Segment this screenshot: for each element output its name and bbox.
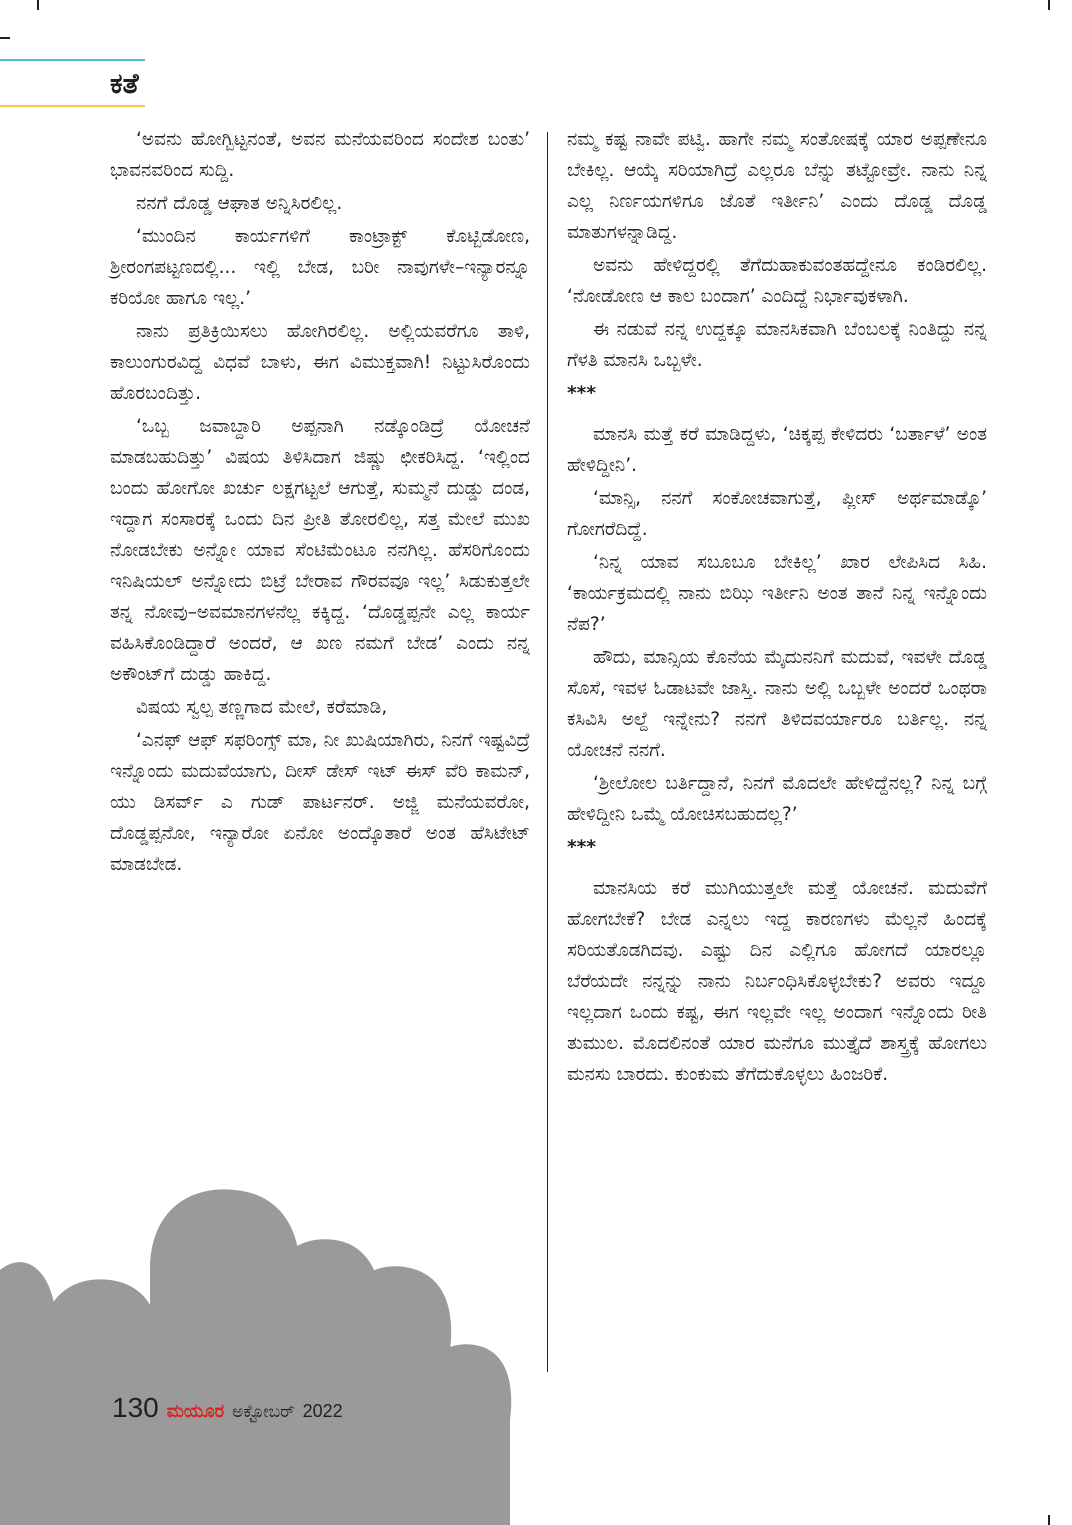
crop-mark [37, 0, 39, 10]
crop-mark [0, 37, 10, 39]
paragraph: ಮಾನಸಿ ಮತ್ತೆ ಕರೆ ಮಾಡಿದ್ದಳು, ‘ಚಿಕ್ಕಪ್ಪ ಕೇಳಿದರು ‘ಬರ್ತಾಳೆ’ ಅಂತ ಹೇಳಿದ್ದೀನಿ’. [567, 424, 987, 476]
magazine-logo: ಮಯೂರ [166, 1401, 225, 1422]
page-number: 130 [112, 1392, 159, 1423]
section-rule-bottom [0, 105, 145, 107]
paragraph: ‘ನಿನ್ನ ಯಾವ ಸಬೂಬೂ ಬೇಕಿಲ್ಲ’ ಖಾರ ಲೇಪಿಸಿದ ಸಿಹಿ. ‘ಕಾರ್ಯಕ್ರಮದಲ್ಲಿ ನಾನು ಬಿಝಿ ಇರ್ತೀನಿ ಅಂತ ತಾನೆ ನಿನ್ನ ಇನ್ನೊಂದು ನೆಪ?’ [567, 552, 987, 635]
crop-mark [1048, 1515, 1050, 1525]
column-divider [547, 132, 548, 1372]
section-rule-top [0, 59, 145, 61]
section-label: ಕತೆ [110, 67, 139, 100]
article-column-right [567, 124, 987, 1092]
silhouette-illustration [0, 1180, 560, 1525]
paragraph: ನಾನು ಪ್ರತಿಕ್ರಿಯಿಸಲು ಹೋಗಿರಲಿಲ್ಲ. ಅಲ್ಲಿಯವರೆಗೂ ತಾಳಿ, ಕಾಲುಂಗುರವಿದ್ದ ವಿಧವೆ ಬಾಳು, ಈಗ ವಿಮುಕ್ತವಾಗಿ! ನಿಟ್ಟುಸಿರೊಂದು ಹೊರಬಂದಿತ್ತು. [110, 321, 530, 404]
paragraph: ‘ಮಾನ್ಸಿ, ನನಗೆ ಸಂಕೋಚವಾಗುತ್ತೆ, ಪ್ಲೀಸ್ ಅರ್ಥಮಾಡ್ಕೊ’ ಗೋಗರೆದಿದ್ದೆ. [567, 488, 987, 540]
page-footer [112, 1392, 343, 1424]
paragraph: ಹೌದು, ಮಾನ್ಸಿಯ ಕೊನೆಯ ಮೈದುನನಿಗೆ ಮದುವೆ, ಇವಳೇ ದೊಡ್ಡ ಸೊಸೆ, ಇವಳ ಓಡಾಟವೇ ಜಾಸ್ತಿ. ನಾನು ಅಲ್ಲಿ ಒಬ್ಬಳೇ ಅಂದರೆ ಒಂಥರಾ ಕಸಿವಿಸಿ ಅಲ್ದೆ ಇನ್ನೇನು? ನನಗೆ ತಿಳಿದವರ್ಯಾರೂ ಬರ್ತಿಲ್ಲ. ನನ್ನ ಯೋಚನೆ ನನಗೆ. [567, 647, 987, 761]
paragraph: ಮಾನಸಿಯ ಕರೆ ಮುಗಿಯುತ್ತಲೇ ಮತ್ತೆ ಯೋಚನೆ. ಮದುವೆಗೆ ಹೋಗಬೇಕೆ? ಬೇಡ ಎನ್ನಲು ಇದ್ದ ಕಾರಣಗಳು ಮೆಲ್ಲನೆ ಹಿಂದಕ್ಕೆ ಸರಿಯತೊಡಗಿದವು. ಎಷ್ಟು ದಿನ ಎಲ್ಲಿಗೂ ಹೋಗದೆ ಯಾರಲ್ಲೂ ಬೆರೆಯದೇ ನನ್ನನ್ನು ನಾನು ನಿರ್ಬಂಧಿಸಿಕೊಳ್ಳಬೇಕು? ಅವರು ಇದ್ದೂ ಇಲ್ಲದಾಗ ಒಂದು ಕಷ್ಟ, ಈಗ ಇಲ್ಲವೇ ಇಲ್ಲ ಅಂದಾಗ ಇನ್ನೊಂದು ರೀತಿ ತುಮುಲ. ಮೊದಲಿನಂತೆ ಯಾರ ಮನೆಗೂ ಮುತ್ತೈದೆ ಶಾಸ್ತ್ರಕ್ಕೆ ಹೋಗಲು ಮನಸು ಬಾರದು. ಕುಂಕುಮ ತೆಗೆದುಕೊಳ್ಳಲು ಹಿಂಜರಿಕೆ. [567, 878, 987, 1085]
paragraph: ನಮ್ಮ ಕಷ್ಟ ನಾವೇ ಪಟ್ವಿ. ಹಾಗೇ ನಮ್ಮ ಸಂತೋಷಕ್ಕೆ ಯಾರ ಅಪ್ಪಣೇನೂ ಬೇಕಿಲ್ಲ. ಆಯ್ಕೆ ಸರಿಯಾಗಿದ್ರೆ ಎಲ್ಲರೂ ಬೆನ್ನು ತಟ್ಟೋವ್ರೇ. ನಾನು ನಿನ್ನ ಎಲ್ಲ ನಿರ್ಣಯಗಳಿಗೂ ಜೊತೆ ಇರ್ತೀನಿ’ ಎಂದು ದೊಡ್ಡ ದೊಡ್ಡ ಮಾತುಗಳನ್ನಾಡಿದ್ದ. [567, 129, 987, 243]
paragraph: ‘ಅವನು ಹೋಗ್ಬಿಟ್ಟನಂತೆ, ಅವನ ಮನೆಯವರಿಂದ ಸಂದೇಶ ಬಂತು’ ಭಾವನವರಿಂದ ಸುದ್ದಿ. [110, 129, 530, 181]
crop-mark [1048, 0, 1050, 10]
paragraph: ‘ಶ್ರೀಲೋಲ ಬರ್ತಿದ್ದಾನೆ, ನಿನಗೆ ಮೊದಲೇ ಹೇಳಿದ್ದೆನಲ್ಲ? ನಿನ್ನ ಬಗ್ಗೆ ಹೇಳಿದ್ದೀನಿ ಒಮ್ಮೆ ಯೋಚಿಸಬಹುದಲ್ಲ?’ [567, 773, 987, 825]
section-separator: *** [567, 383, 597, 404]
silhouette-head [420, 1344, 511, 1525]
paragraph: ಈ ನಡುವೆ ನನ್ನ ಉದ್ದಕ್ಕೂ ಮಾನಸಿಕವಾಗಿ ಬೆಂಬಲಕ್ಕೆ ನಿಂತಿದ್ದು ನನ್ನ ಗೆಳತಿ ಮಾನಸಿ ಒಬ್ಬಳೇ. [567, 319, 987, 371]
paragraph: ‘ಒಬ್ಬ ಜವಾಬ್ದಾರಿ ಅಪ್ಪನಾಗಿ ನಡ್ಕೊಂಡಿದ್ರೆ ಯೋಚನೆ ಮಾಡಬಹುದಿತ್ತು’ ವಿಷಯ ತಿಳಿಸಿದಾಗ ಜಿಷ್ಣು ಛೀಕರಿಸಿದ್ದ. ‘ಇಲ್ಲಿಂದ ಬಂದು ಹೋಗೋ ಖರ್ಚು ಲಕ್ಷಗಟ್ಟಲೆ ಆಗುತ್ತೆ, ಸುಮ್ಮನೆ ದುಡ್ಡು ದಂಡ, ಇದ್ದಾಗ ಸಂಸಾರಕ್ಕೆ ಒಂದು ದಿನ ಪ್ರೀತಿ ತೋರಲಿಲ್ಲ, ಸತ್ತ ಮೇಲೆ ಮುಖ ನೋಡಬೇಕು ಅನ್ನೋ ಯಾವ ಸೆಂಟಿಮೆಂಟೂ ನನಗಿಲ್ಲ. ಹೆಸರಿಗೊಂದು ಇನಿಷಿಯಲ್ ಅನ್ನೋದು ಬಿಟ್ರೆ ಬೇರಾವ ಗೌರವವೂ ಇಲ್ಲ’ ಸಿಡುಕುತ್ತಲೇ ತನ್ನ ನೋವು–ಅವಮಾನಗಳನೆಲ್ಲ ಕಕ್ಕಿದ್ದ. ‘ದೊಡ್ಡಪ್ಪನೇ ಎಲ್ಲ ಕಾರ್ಯ ವಹಿಸಿಕೊಂಡಿದ್ದಾರೆ ಅಂದರೆ, ಆ ಖಣ ನಮಗೆ ಬೇಡ’ ಎಂದು ನನ್ನ ಅಕೌಂಟ್‌ಗೆ ದುಡ್ಡು ಹಾಕಿದ್ದ. [110, 416, 530, 685]
paragraph: ‘ಎನಫ್ ಆಫ್ ಸಫರಿಂಗ್ಸ್ ಮಾ, ನೀ ಖುಷಿಯಾಗಿರು, ನಿನಗೆ ಇಷ್ಟವಿದ್ರೆ ಇನ್ನೊಂದು ಮದುವೆಯಾಗು, ದೀಸ್ ಡೇಸ್ ಇಟ್ ಈಸ್ ವೆರಿ ಕಾಮನ್, ಯು ಡಿಸರ್ವ್ ಎ ಗುಡ್ ಪಾರ್ಟನರ್. ಅಜ್ಜಿ ಮನೆಯವರೋ, ದೊಡ್ಡಪ್ಪನೋ, ಇನ್ಯಾರೋ ಏನೋ ಅಂದ್ಕೊತಾರೆ ಅಂತ ಹೆಸಿಟೇಟ್ ಮಾಡಬೇಡ. [110, 730, 530, 875]
issue-month: ಅಕ್ಟೋಬರ್ [232, 1402, 295, 1422]
paragraph: ವಿಷಯ ಸ್ವಲ್ಪ ತಣ್ಣಗಾದ ಮೇಲೆ, ಕರೆಮಾಡಿ, [136, 697, 388, 718]
issue-year: 2022 [302, 1401, 343, 1421]
article-column-left [110, 124, 530, 882]
paragraph: ‘ಮುಂದಿನ ಕಾರ್ಯಗಳಿಗೆ ಕಾಂಟ್ರಾಕ್ಟ್ ಕೊಟ್ಬಿಡೋಣ, ಶ್ರೀರಂಗಪಟ್ಟಣದಲ್ಲಿ... ಇಲ್ಲಿ ಬೇಡ, ಬರೀ ನಾವುಗಳೇ–ಇನ್ಯಾರನ್ನೂ ಕರಿಯೋ ಹಾಗೂ ಇಲ್ಲ.’ [110, 226, 530, 309]
paragraph: ನನಗೆ ದೊಡ್ಡ ಆಘಾತ ಅನ್ನಿಸಿರಲಿಲ್ಲ. [136, 193, 343, 214]
section-separator: *** [567, 837, 597, 858]
paragraph: ಅವನು ಹೇಳಿದ್ದರಲ್ಲಿ ತೆಗೆದುಹಾಕುವಂತಹದ್ದೇನೂ ಕಂಡಿರಲಿಲ್ಲ. ‘ನೋಡೋಣ ಆ ಕಾಲ ಬಂದಾಗ’ ಎಂದಿದ್ದೆ ನಿರ್ಭಾವುಕಳಾಗಿ. [567, 255, 987, 307]
